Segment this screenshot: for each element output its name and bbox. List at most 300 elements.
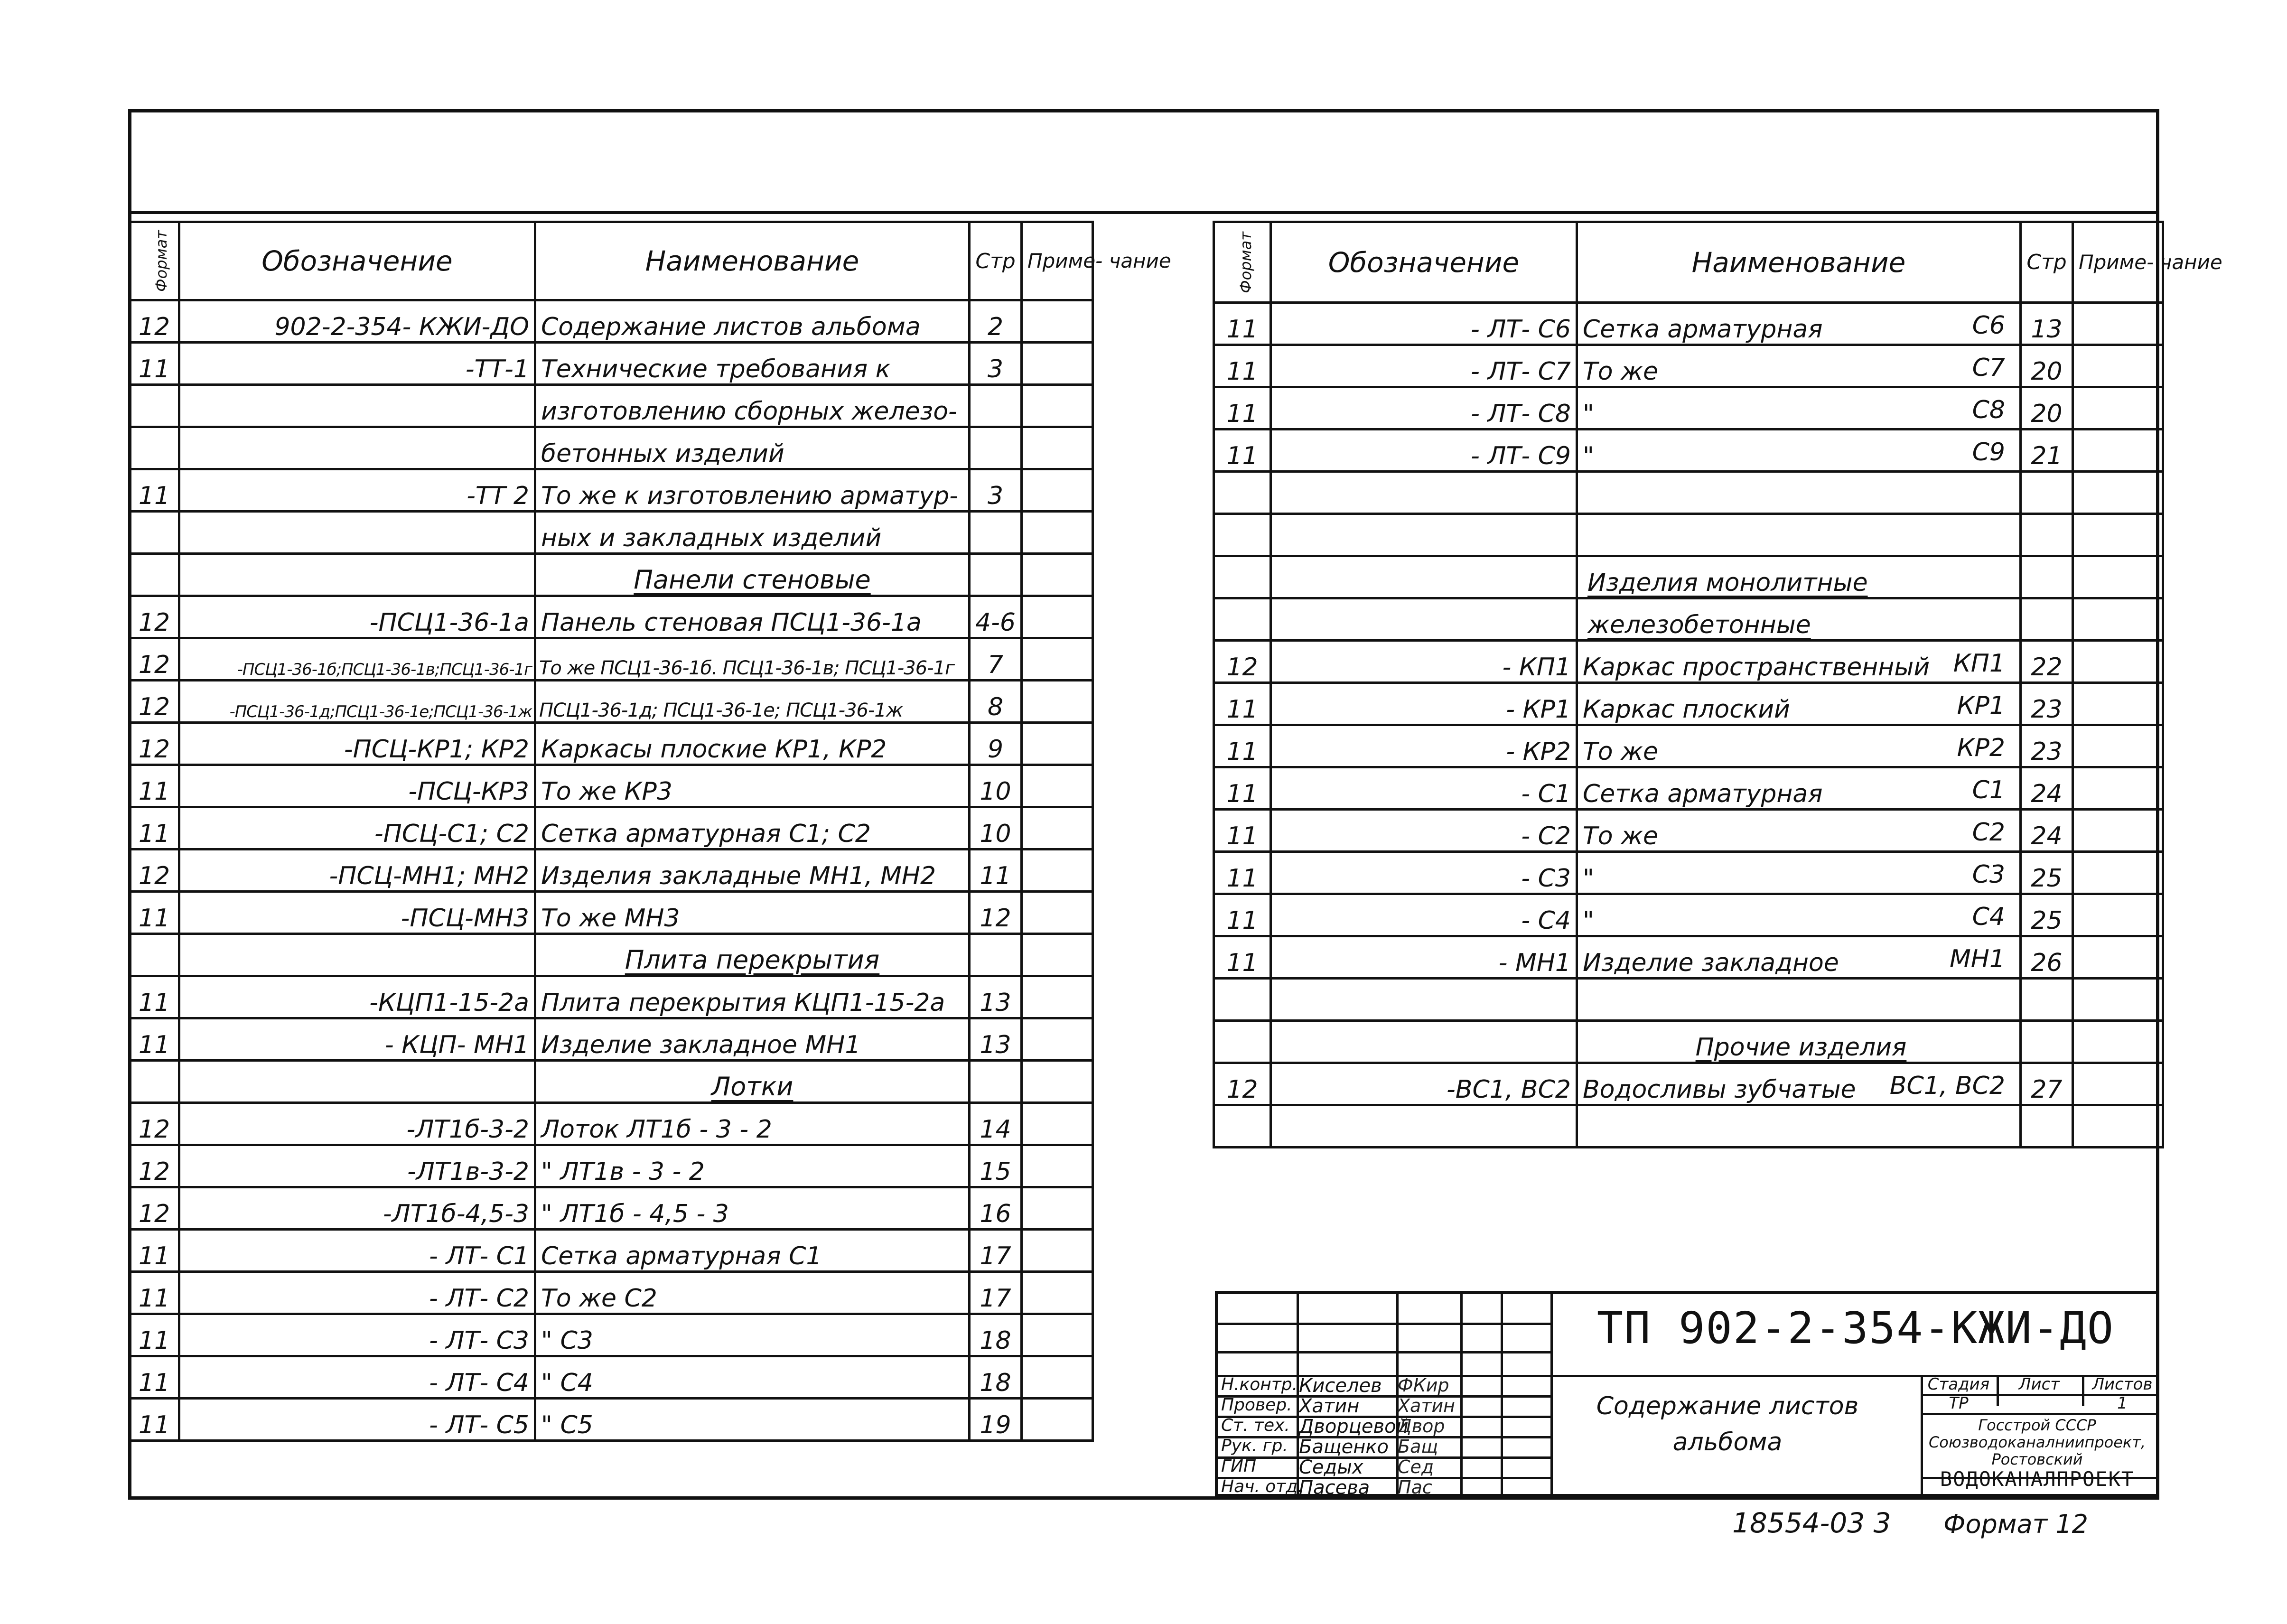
note-cell	[1022, 1061, 1093, 1103]
name-text: Сетка арматурная	[1583, 315, 1823, 344]
table-row	[130, 596, 1093, 638]
header-format: Формат	[130, 222, 179, 300]
table-row	[1214, 641, 2163, 683]
document-title: Содержание листов альбома	[1596, 1392, 1859, 1456]
name-cell: " С4	[535, 1356, 970, 1399]
format-cell: 11	[1214, 894, 1271, 936]
table-row	[130, 681, 1093, 723]
table-row	[1214, 894, 2163, 936]
title-block-divider	[1921, 1413, 2156, 1415]
format-cell	[1214, 1105, 1271, 1148]
note-cell	[1022, 1103, 1093, 1145]
page-cell: 11	[970, 849, 1022, 892]
designation-cell: - ЛТ- С8	[1271, 387, 1577, 429]
designation-cell: - ЛТ- С4	[179, 1356, 535, 1399]
format-cell: 11	[130, 892, 179, 934]
section-title	[1577, 1021, 2021, 1063]
format-cell	[130, 512, 179, 554]
designation-cell	[1271, 556, 1577, 598]
format-cell: 11	[1214, 725, 1271, 767]
note-cell	[1022, 1314, 1093, 1356]
format-cell	[1214, 598, 1271, 641]
table-row	[1214, 683, 2163, 725]
designation-cell: - ЛТ- С6	[1271, 303, 1577, 345]
format-cell: 12	[130, 849, 179, 892]
section-row	[130, 554, 1093, 596]
name-cell: Технические требования к	[535, 343, 970, 385]
page-cell: 2	[970, 300, 1022, 343]
note-cell	[1022, 1018, 1093, 1061]
note-cell	[1022, 849, 1093, 892]
page-cell	[970, 1061, 1022, 1103]
note-cell	[1022, 765, 1093, 807]
note-cell	[2073, 1105, 2163, 1148]
format-cell: 11	[130, 1399, 179, 1441]
header-designation: Обозначение	[1271, 222, 1577, 303]
note-cell	[2073, 472, 2163, 514]
name-cell: Изделия закладные МН1, МН2	[535, 849, 970, 892]
name-cell	[1577, 472, 2021, 514]
designation-cell: - ЛТ- С1	[179, 1230, 535, 1272]
mark-text: ВС1, ВС2	[1889, 1072, 2005, 1100]
name-text: Сетка арматурная	[1583, 780, 1823, 808]
designation-cell: -ТТ 2	[179, 469, 535, 512]
page-cell: 21	[2021, 429, 2073, 472]
designation-cell: - КП1	[1271, 641, 1577, 683]
section-title	[1577, 556, 2021, 598]
mark-text: МН1	[1949, 945, 2005, 973]
designation-cell: -ЛТ1б-3-2	[179, 1103, 535, 1145]
designation-cell: -ВС1, ВС2	[1271, 1063, 1577, 1105]
page-cell: 13	[2021, 303, 2073, 345]
table-row	[1214, 303, 2163, 345]
format-cell: 11	[1214, 683, 1271, 725]
table-row	[130, 976, 1093, 1018]
section-title	[535, 554, 970, 596]
format-cell: 12	[1214, 1063, 1271, 1105]
name-text: То же	[1583, 737, 1658, 766]
table-row	[1214, 472, 2163, 514]
page-cell: 13	[970, 1018, 1022, 1061]
signatory-name: Пасева	[1299, 1477, 1370, 1499]
format-cell	[1214, 979, 1271, 1021]
note-cell	[1022, 892, 1093, 934]
note-cell	[2073, 810, 2163, 852]
header-page: Стр	[970, 222, 1022, 300]
format-cell: 11	[130, 469, 179, 512]
name-cell	[1577, 936, 2021, 979]
name-cell	[1577, 767, 2021, 810]
format-cell	[130, 1061, 179, 1103]
designation-cell	[1271, 514, 1577, 556]
page-cell: 14	[970, 1103, 1022, 1145]
note-cell	[2073, 852, 2163, 894]
note-cell	[1022, 934, 1093, 976]
page-cell: 17	[970, 1272, 1022, 1314]
signatory-role: ГИП	[1221, 1456, 1257, 1476]
table-row	[130, 1272, 1093, 1314]
mark-text: С1	[1972, 776, 2005, 804]
name-cell	[1577, 387, 2021, 429]
format-cell: 11	[1214, 936, 1271, 979]
designation-cell: - ЛТ- С3	[179, 1314, 535, 1356]
designation-cell	[179, 554, 535, 596]
title-block-divider	[1218, 1351, 1550, 1353]
section-title	[1577, 598, 2021, 641]
signature: Бащ	[1398, 1436, 1438, 1457]
name-cell: " С5	[535, 1399, 970, 1441]
signature: Сед	[1398, 1456, 1434, 1477]
name-cell	[1577, 1063, 2021, 1105]
inventory-number: 18554-03 3	[1732, 1507, 1891, 1539]
designation-cell: -ПСЦ-С1; С2	[179, 807, 535, 849]
designation-cell	[1271, 1105, 1577, 1148]
name-cell: То же ПСЦ1-36-1б. ПСЦ1-36-1в; ПСЦ1-36-1г	[535, 638, 970, 681]
page-cell: 9	[970, 723, 1022, 765]
format-cell: 11	[130, 1230, 179, 1272]
name-cell	[1577, 810, 2021, 852]
format-cell: 11	[1214, 767, 1271, 810]
page-cell: 26	[2021, 936, 2073, 979]
note-cell	[1022, 1272, 1093, 1314]
page-cell: 22	[2021, 641, 2073, 683]
format-cell: 11	[1214, 429, 1271, 472]
header-page: Стр	[2021, 222, 2073, 303]
page-cell: 10	[970, 807, 1022, 849]
section-title-text: железобетонные	[1587, 611, 1811, 639]
section-title-text: Панели стеновые	[634, 565, 871, 595]
signature: ФКир	[1398, 1375, 1449, 1396]
section-row	[130, 1061, 1093, 1103]
designation-cell: -ПСЦ-МН1; МН2	[179, 849, 535, 892]
table-row	[130, 385, 1093, 427]
format-cell: 11	[130, 343, 179, 385]
format-cell: 11	[130, 1018, 179, 1061]
document-code: ТП 902-2-354-КЖИ-ДО	[1596, 1303, 2115, 1353]
header-name: Наименование	[535, 222, 970, 300]
format-cell	[130, 427, 179, 469]
header-designation: Обозначение	[179, 222, 535, 300]
page-cell	[970, 512, 1022, 554]
note-cell	[1022, 976, 1093, 1018]
table-row	[1214, 936, 2163, 979]
format-cell	[130, 385, 179, 427]
section-title-text: Лотки	[711, 1072, 793, 1101]
contents-rows-right	[1214, 303, 2163, 1148]
table-row	[130, 807, 1093, 849]
mark-text: КР2	[1957, 734, 2005, 762]
table-row	[1214, 1105, 2163, 1148]
signature: Пас	[1398, 1477, 1432, 1498]
stage-value: ТР	[1949, 1394, 1969, 1413]
table-row	[130, 512, 1093, 554]
signatory-name: Хатин	[1299, 1395, 1360, 1417]
sheets-label: Листов	[2092, 1375, 2153, 1394]
note-cell	[1022, 427, 1093, 469]
section-title-text: Плита перекрытия	[625, 945, 880, 975]
note-cell	[1022, 596, 1093, 638]
designation-cell: - КР1	[1271, 683, 1577, 725]
table-row	[130, 1103, 1093, 1145]
section-title-text: Прочие изделия	[1695, 1033, 1907, 1062]
format-cell	[1214, 472, 1271, 514]
designation-cell: - С1	[1271, 767, 1577, 810]
sheet-format: Формат 12	[1943, 1509, 2088, 1539]
table-row	[1214, 767, 2163, 810]
name-cell	[1577, 683, 2021, 725]
page-cell: 10	[970, 765, 1022, 807]
mark-text: КП1	[1953, 649, 2005, 678]
table-row	[130, 1399, 1093, 1441]
page-cell	[2021, 598, 2073, 641]
table-row	[1214, 979, 2163, 1021]
table-row	[130, 1356, 1093, 1399]
format-cell: 12	[130, 1145, 179, 1187]
contents-rows-left	[130, 300, 1093, 1441]
page-cell	[970, 554, 1022, 596]
table-row	[1214, 345, 2163, 387]
note-cell	[1022, 343, 1093, 385]
designation-cell: - С3	[1271, 852, 1577, 894]
note-cell	[2073, 894, 2163, 936]
table-row	[1214, 810, 2163, 852]
signatory-name: Киселев	[1299, 1375, 1382, 1397]
designation-cell: -ПСЦ1-36-1д;ПСЦ1-36-1е;ПСЦ1-36-1ж	[179, 681, 535, 723]
name-text: "	[1583, 864, 1594, 893]
name-cell	[1577, 641, 2021, 683]
table-row	[1214, 1063, 2163, 1105]
name-cell: " С3	[535, 1314, 970, 1356]
table-row	[1214, 852, 2163, 894]
note-cell	[2073, 1021, 2163, 1063]
name-cell: Изделие закладное МН1	[535, 1018, 970, 1061]
note-cell	[1022, 512, 1093, 554]
header-name: Наименование	[1577, 222, 2021, 303]
page-cell	[2021, 472, 2073, 514]
designation-cell	[179, 385, 535, 427]
format-cell: 12	[130, 638, 179, 681]
note-cell	[2073, 303, 2163, 345]
designation-cell	[179, 934, 535, 976]
table-row	[130, 300, 1093, 343]
page-cell: 23	[2021, 725, 2073, 767]
name-text: Каркас пространственный	[1583, 653, 1930, 681]
name-cell: " ЛТ1в - 3 - 2	[535, 1145, 970, 1187]
name-cell: То же С2	[535, 1272, 970, 1314]
signatory-role: Ст. тех.	[1221, 1416, 1290, 1435]
name-cell	[1577, 1105, 2021, 1148]
designation-cell	[1271, 1021, 1577, 1063]
page-cell: 3	[970, 343, 1022, 385]
note-cell	[1022, 638, 1093, 681]
section-title	[535, 1061, 970, 1103]
designation-cell	[1271, 472, 1577, 514]
designation-cell	[1271, 598, 1577, 641]
mark-text: С3	[1972, 860, 2005, 889]
note-cell	[1022, 681, 1093, 723]
name-text: Изделие закладное	[1583, 949, 1839, 977]
designation-cell: - ЛТ- С7	[1271, 345, 1577, 387]
name-cell: Сетка арматурная С1; С2	[535, 807, 970, 849]
table-row	[130, 1230, 1093, 1272]
page-cell	[2021, 1021, 2073, 1063]
note-cell	[1022, 1399, 1093, 1441]
name-text: Водосливы зубчатые	[1583, 1075, 1856, 1104]
page-cell	[970, 427, 1022, 469]
table-row	[1214, 514, 2163, 556]
designation-cell: -ПСЦ1-36-1б;ПСЦ1-36-1в;ПСЦ1-36-1г	[179, 638, 535, 681]
format-cell: 12	[130, 681, 179, 723]
note-cell	[1022, 554, 1093, 596]
sheet-label: Лист	[2018, 1375, 2060, 1394]
page-cell	[2021, 979, 2073, 1021]
section-title	[535, 934, 970, 976]
mark-text: С2	[1972, 818, 2005, 847]
note-cell	[2073, 979, 2163, 1021]
mark-text: С6	[1972, 311, 2005, 340]
designation-cell	[179, 512, 535, 554]
designation-cell: -ТТ-1	[179, 343, 535, 385]
format-cell: 11	[130, 976, 179, 1018]
table-row	[130, 1187, 1093, 1230]
page-cell: 18	[970, 1356, 1022, 1399]
name-cell	[1577, 894, 2021, 936]
name-text: То же	[1583, 357, 1658, 386]
note-cell	[2073, 345, 2163, 387]
organization: Госстрой СССР Союзводоканалниипроект, Ростовский	[1928, 1416, 2146, 1468]
signatory-role: Рук. гр.	[1221, 1436, 1288, 1456]
designation-cell: -ПСЦ-МН3	[179, 892, 535, 934]
note-cell	[1022, 1145, 1093, 1187]
mark-text: КР1	[1957, 691, 2005, 720]
name-cell: Плита перекрытия КЦП1-15-2а	[535, 976, 970, 1018]
designation-cell: - С4	[1271, 894, 1577, 936]
format-cell: 11	[130, 1314, 179, 1356]
section-title-text: Изделия монолитные	[1587, 569, 1868, 597]
note-cell	[2073, 556, 2163, 598]
format-cell: 11	[130, 1272, 179, 1314]
format-cell: 11	[130, 1356, 179, 1399]
format-cell: 12	[130, 723, 179, 765]
table-row	[130, 1018, 1093, 1061]
page-cell: 24	[2021, 767, 2073, 810]
name-cell: ПСЦ1-36-1д; ПСЦ1-36-1е; ПСЦ1-36-1ж	[535, 681, 970, 723]
designation-cell: - С2	[1271, 810, 1577, 852]
header-format: Формат	[1214, 222, 1271, 303]
designation-cell: -КЦП1-15-2а	[179, 976, 535, 1018]
mark-text: С9	[1972, 438, 2005, 467]
page-cell: 27	[2021, 1063, 2073, 1105]
section-row	[1214, 598, 2163, 641]
table-row	[130, 849, 1093, 892]
format-cell: 11	[1214, 387, 1271, 429]
page-cell	[2021, 514, 2073, 556]
signatory-name: Дворцевой	[1299, 1416, 1409, 1437]
name-cell	[1577, 979, 2021, 1021]
page-cell: 3	[970, 469, 1022, 512]
designation-cell: - ЛТ- С2	[179, 1272, 535, 1314]
page-cell: 18	[970, 1314, 1022, 1356]
note-cell	[2073, 767, 2163, 810]
note-cell	[2073, 1063, 2163, 1105]
name-text: То же	[1583, 822, 1658, 850]
note-cell	[2073, 725, 2163, 767]
name-cell	[1577, 429, 2021, 472]
page-cell: 4-6	[970, 596, 1022, 638]
designation-cell	[179, 427, 535, 469]
name-cell: бетонных изделий	[535, 427, 970, 469]
name-cell: Панель стеновая ПСЦ1-36-1а	[535, 596, 970, 638]
signatory-name: Седых	[1299, 1456, 1363, 1478]
name-cell	[1577, 303, 2021, 345]
name-cell: Каркасы плоские КР1, КР2	[535, 723, 970, 765]
table-row	[130, 765, 1093, 807]
name-cell: изготовлению сборных железо-	[535, 385, 970, 427]
note-cell	[1022, 1187, 1093, 1230]
designation-cell: - КЦП- МН1	[179, 1018, 535, 1061]
table-row	[130, 638, 1093, 681]
signatory-role: Н.контр.	[1221, 1375, 1298, 1394]
title-block-divider	[1218, 1323, 1550, 1325]
page-cell: 7	[970, 638, 1022, 681]
format-cell: 12	[130, 1187, 179, 1230]
signatory-role: Нач. отд.	[1221, 1477, 1303, 1496]
page-cell: 12	[970, 892, 1022, 934]
mark-text: С4	[1972, 903, 2005, 931]
table-row	[130, 469, 1093, 512]
designation-cell: -ПСЦ1-36-1а	[179, 596, 535, 638]
page-cell: 16	[970, 1187, 1022, 1230]
page-cell: 24	[2021, 810, 2073, 852]
note-cell	[1022, 1356, 1093, 1399]
format-cell	[130, 934, 179, 976]
name-text: "	[1583, 400, 1594, 428]
name-cell: То же к изготовлению арматур-	[535, 469, 970, 512]
table-row	[1214, 429, 2163, 472]
page-cell: 19	[970, 1399, 1022, 1441]
designation-cell: - ЛТ- С5	[179, 1399, 535, 1441]
name-text: Каркас плоский	[1583, 695, 1790, 724]
sheets-value: 1	[2117, 1394, 2128, 1413]
page-cell: 23	[2021, 683, 2073, 725]
format-cell: 11	[1214, 303, 1271, 345]
mark-text: С8	[1972, 396, 2005, 424]
note-cell	[2073, 598, 2163, 641]
name-text: "	[1583, 906, 1594, 935]
name-cell	[1577, 345, 2021, 387]
name-cell: Лоток ЛТ1б - 3 - 2	[535, 1103, 970, 1145]
name-cell: То же МН3	[535, 892, 970, 934]
note-cell	[1022, 469, 1093, 512]
format-cell: 11	[1214, 810, 1271, 852]
signatory-role: Провер.	[1221, 1395, 1292, 1415]
table-row	[1214, 387, 2163, 429]
page-cell	[2021, 556, 2073, 598]
signatory-name: Бащенко	[1299, 1436, 1389, 1458]
page-cell	[2021, 1105, 2073, 1148]
table-row	[130, 892, 1093, 934]
name-cell: Сетка арматурная С1	[535, 1230, 970, 1272]
designation-cell: - КР2	[1271, 725, 1577, 767]
note-cell	[1022, 723, 1093, 765]
header-note: Приме- чание	[1022, 222, 1093, 300]
designation-cell: -ПСЦ-КР3	[179, 765, 535, 807]
note-cell	[2073, 641, 2163, 683]
mark-text: С7	[1972, 354, 2005, 382]
table-row	[130, 343, 1093, 385]
designation-cell: 902-2-354- КЖИ-ДО	[179, 300, 535, 343]
contents-table-left	[128, 221, 1171, 1442]
